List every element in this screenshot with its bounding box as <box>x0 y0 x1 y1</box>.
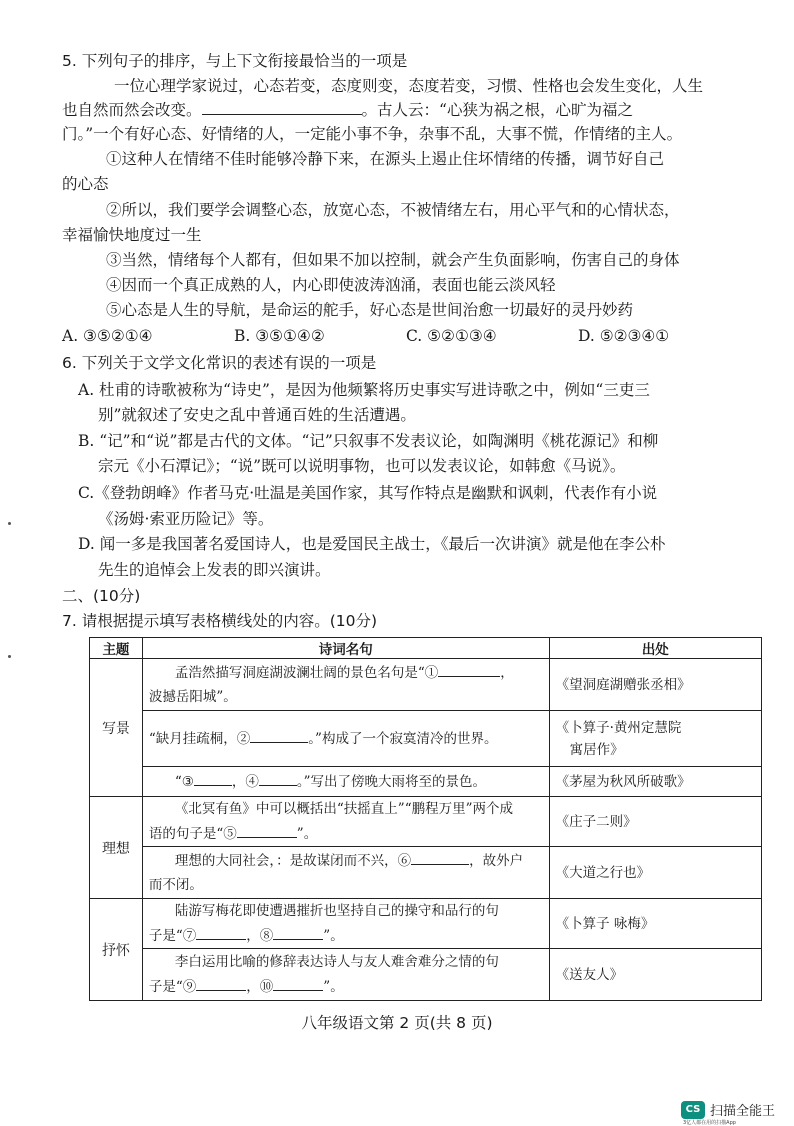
q7-title: 7. 请根据提示填写表格横线处的内容。(10分) <box>62 612 378 630</box>
theme-emotion: 抒怀 <box>90 899 143 1001</box>
verse-6-text-d: ”。 <box>323 928 344 944</box>
verse-5-text-c: 而不闭。 <box>148 877 203 893</box>
blank-4 <box>259 769 297 786</box>
verse-2-text-b: 。”构成了一个寂寞清冷的世界。 <box>308 731 498 747</box>
q6-option-b-line2: 宗元《小石潭记》；“说”既可以说明事物，也可以发表议论，如韩愈《马说》。 <box>98 457 626 475</box>
blank-1 <box>438 660 500 677</box>
blank-10 <box>273 974 323 991</box>
blank-2 <box>250 726 308 743</box>
verse-cell-7 <box>142 949 549 1001</box>
table-row <box>90 711 762 767</box>
table-row <box>90 899 762 949</box>
q5-passage-line3: 门。”一个有好心态、好情绪的人，一定能小事不争，杂事不乱，大事不慌，作情绪的主人。 <box>62 125 683 143</box>
blank-7 <box>196 923 246 940</box>
source-cell-6: 《卜算子 咏梅》 <box>549 899 761 949</box>
source-cell-1: 《望洞庭湖赠张丞相》 <box>549 659 761 711</box>
scan-speck <box>8 655 11 658</box>
scanner-watermark <box>681 1100 775 1119</box>
theme-scenery: 写景 <box>90 659 143 797</box>
q5-sentence-3: ③当然，情绪每个人都有，但如果不加以控制，就会产生负面影响，伤害自己的身体 <box>106 251 680 269</box>
verse-cell-4 <box>142 797 549 847</box>
source-cell-5: 《大道之行也》 <box>549 847 761 899</box>
q5-sentence-5: ⑤心态是人生的导航，是命运的舵手，好心态是世间治愈一切最好的灵丹妙药 <box>106 301 634 319</box>
source-cell-2 <box>549 711 761 767</box>
q6-option-b-line1: B. “记”和“说”都是古代的文体。“记”只叙事不发表议论，如陶渊明《桃花源记》和柳 <box>78 432 659 450</box>
verse-5-text-b: ，故外户 <box>469 853 524 869</box>
verse-7-text-d: ”。 <box>323 979 344 995</box>
q5-sentence-1-line1: ①这种人在情绪不佳时能够冷静下来，在源头上遏止住坏情绪的传播，调节好自己 <box>106 150 665 168</box>
watermark-tagline: 3亿人都在用的扫描App <box>683 1120 736 1126</box>
q5-option-c: C. ⑤②①③④ <box>406 327 497 345</box>
header-source: 出处 <box>549 638 761 659</box>
q5-sentence-2-line2: 幸福愉快地度过一生 <box>62 226 202 244</box>
q6-option-a-line2: 别”就叙述了安史之乱中普通百姓的生活遭遇。 <box>98 406 416 424</box>
verse-3-text-b: ，④ <box>231 774 259 790</box>
header-verse: 诗词名句 <box>142 638 549 659</box>
blank-3 <box>194 769 232 786</box>
q6-title: 6. 下列关于文学文化常识的表述有误的一项是 <box>62 354 377 372</box>
section-2-heading: 二、(10分) <box>62 587 141 605</box>
table-header-row <box>90 638 762 659</box>
q5-sentence-2-line1: ②所以，我们要学会调整心态，放宽心态，不被情绪左右，用心平气和的心情状态， <box>106 201 680 219</box>
blank-6 <box>411 848 469 865</box>
q5-sentence-1-line2: 的心态 <box>62 175 109 193</box>
q5-answer-blank <box>202 98 362 115</box>
verse-3-text-c: 。”写出了傍晚大雨将至的景色。 <box>296 774 487 790</box>
verse-2-text-a: “缺月挂疏桐，② <box>148 731 251 747</box>
verse-cell-6 <box>142 899 549 949</box>
verse-7-text-c: ，⑩ <box>246 979 274 995</box>
table-row <box>90 949 762 1001</box>
blank-9 <box>196 974 246 991</box>
verse-5-text-a: 理想的大同社会，：是故谋闭而不兴，⑥ <box>174 853 412 869</box>
q6-option-a-line1: A. 杜甫的诗歌被称为“诗史”，是因为他频繁将历史事实写进诗歌之中，例如“三吏三 <box>78 381 650 399</box>
verse-1-text-a: 孟浩然描写洞庭湖波澜壮阔的景色名句是“① <box>174 665 439 681</box>
verse-1-text-c: 波撼岳阳城”。 <box>148 689 237 705</box>
source-cell-4: 《庄子二则》 <box>549 797 761 847</box>
verse-6-text-c: ，⑧ <box>246 928 274 944</box>
header-theme: 主题 <box>90 638 143 659</box>
verse-7-text-a: 李白运用比喻的修辞表达诗人与友人难舍难分之情的句 <box>174 954 499 970</box>
page-footer: 八年级语文第 2 页(共 8 页) <box>301 1014 493 1032</box>
verse-3-text-a: “③ <box>174 774 194 790</box>
q5-passage-line2b: 。古人云：“心狭为祸之根，心旷为福之 <box>361 101 633 119</box>
q5-option-d: D. ⑤②③④① <box>578 327 670 345</box>
source-cell-3: 《茅屋为秋风所破歌》 <box>549 767 761 797</box>
source-2-line2: 寓居作》 <box>569 741 624 758</box>
table-row <box>90 847 762 899</box>
watermark-app-name: 扫描全能王 <box>710 1104 776 1119</box>
source-cell-7: 《送友人》 <box>549 949 761 1001</box>
verse-4-text-c: ”。 <box>296 826 318 842</box>
verse-cell-3 <box>142 767 549 797</box>
q5-option-a: A. ③⑤②①④ <box>62 327 153 345</box>
theme-ideal: 理想 <box>90 797 143 899</box>
q5-passage-line1: 一位心理学家说过，心态若变，态度则变，态度若变，习惯、性格也会发生变化，人生 <box>114 77 704 95</box>
q5-passage-line2a: 也自然而然会改变。 <box>62 101 202 119</box>
verse-7-text-b: 子是“⑨ <box>148 979 197 995</box>
q6-option-d-line1: D. 闻一多是我国著名爱国诗人，也是爱国民主战士，《最后一次讲演》就是他在李公朴 <box>78 535 666 553</box>
table-row <box>90 797 762 847</box>
q5-sentence-4: ④因而一个真正成熟的人，内心即使波涛汹涌，表面也能云淡风轻 <box>106 276 556 294</box>
q6-option-c-line2: 《汤姆·索亚历险记》等。 <box>98 510 274 528</box>
blank-8 <box>273 923 323 940</box>
table-row <box>90 659 762 711</box>
q5-options <box>62 324 752 348</box>
q6-option-c-line1: C.《登勃朗峰》作者马克·吐温是美国作家，其写作特点是幽默和讽刺，代表作有小说 <box>78 484 658 502</box>
q5-passage-line2 <box>62 98 633 122</box>
q6-option-d-line2: 先生的追悼会上发表的即兴演讲。 <box>98 561 331 579</box>
scan-speck <box>8 522 11 525</box>
verse-cell-5 <box>142 847 549 899</box>
verse-4-text-a: 《北冥有鱼》中可以概括出“扶摇直上”“鹏程万里”两个成 <box>174 801 513 817</box>
verse-6-text-a: 陆游写梅花即使遭遇摧折也坚持自己的操守和品行的句 <box>174 903 499 919</box>
blank-5 <box>237 821 297 838</box>
verse-cell-1 <box>142 659 549 711</box>
table-row <box>90 767 762 797</box>
verse-4-text-b: 语的句子是“⑤ <box>148 826 237 842</box>
q5-option-b: B. ③⑤①④② <box>234 327 325 345</box>
q5-title: 5. 下列句子的排序，与上下文衔接最恰当的一项是 <box>62 52 408 70</box>
camscanner-logo-icon: CS <box>681 1101 705 1119</box>
source-2-line1: 《卜算子·黄州定慧院 <box>555 719 682 736</box>
verse-6-text-b: 子是“⑦ <box>148 928 197 944</box>
poem-table <box>89 637 762 1001</box>
verse-1-text-b: ， <box>500 665 514 681</box>
verse-cell-2 <box>142 711 549 767</box>
